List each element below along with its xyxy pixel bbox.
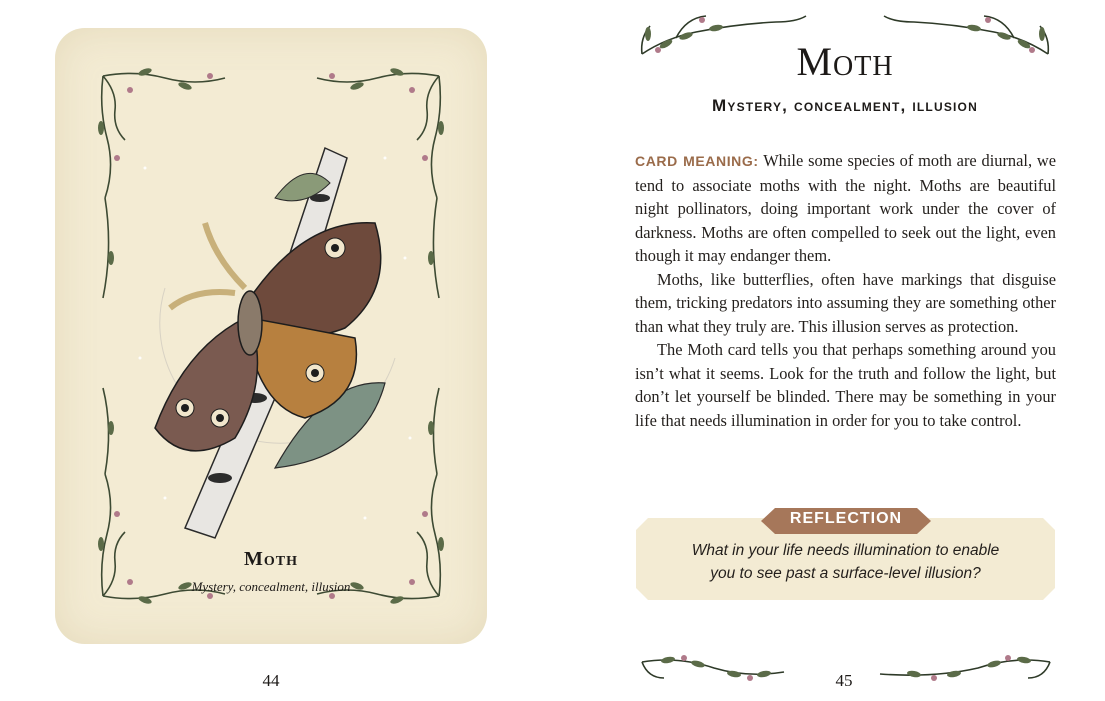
card-subtitle: Mystery, concealment, illusion <box>191 579 351 594</box>
paragraph-text: While some species of moth are diurnal, we tend to associate moths with the night. Moths are beautiful night pollinators, doing important work under the cover of darkness. Moths are often compelled to seek out the light, even though it may endanger them. <box>635 151 1056 265</box>
page-subtitle: Mystery, concealment, illusion <box>712 96 978 115</box>
page-number-right: 45 <box>835 671 853 690</box>
flourish-bottom-left <box>638 648 790 688</box>
reflection-line: you to see past a surface-level illusion? <box>710 565 981 582</box>
reflection-line: What in your life needs illumination to enable <box>691 542 1000 559</box>
card-meaning-label: CARD MEANING: <box>635 153 759 169</box>
oracle-card <box>55 28 487 644</box>
paragraph <box>635 149 1056 268</box>
paragraph: Moths, like butterflies, often have markings that disguise them, tricking predators into assuming they are something other than what they truly are. This illusion serves as protection. <box>635 269 1056 336</box>
paragraph: The Moth card tells you that perhaps something around you isn’t what it seems. Look for the truth and follow the light, but don’t let yourself be blinded. There may be something in your life that needs illumination in order for you to take control. <box>635 340 1056 430</box>
flourish-bottom-right <box>874 648 1054 688</box>
reflection-label: REFLECTION <box>789 510 903 527</box>
reflection-box <box>636 510 1055 600</box>
reflection-question <box>656 539 1035 585</box>
page-title: Moth <box>796 39 894 84</box>
moth-illustration <box>125 138 425 558</box>
card-meaning-text <box>635 149 1056 432</box>
page-number-left: 44 <box>262 671 280 690</box>
card-title: Moth <box>244 548 298 570</box>
